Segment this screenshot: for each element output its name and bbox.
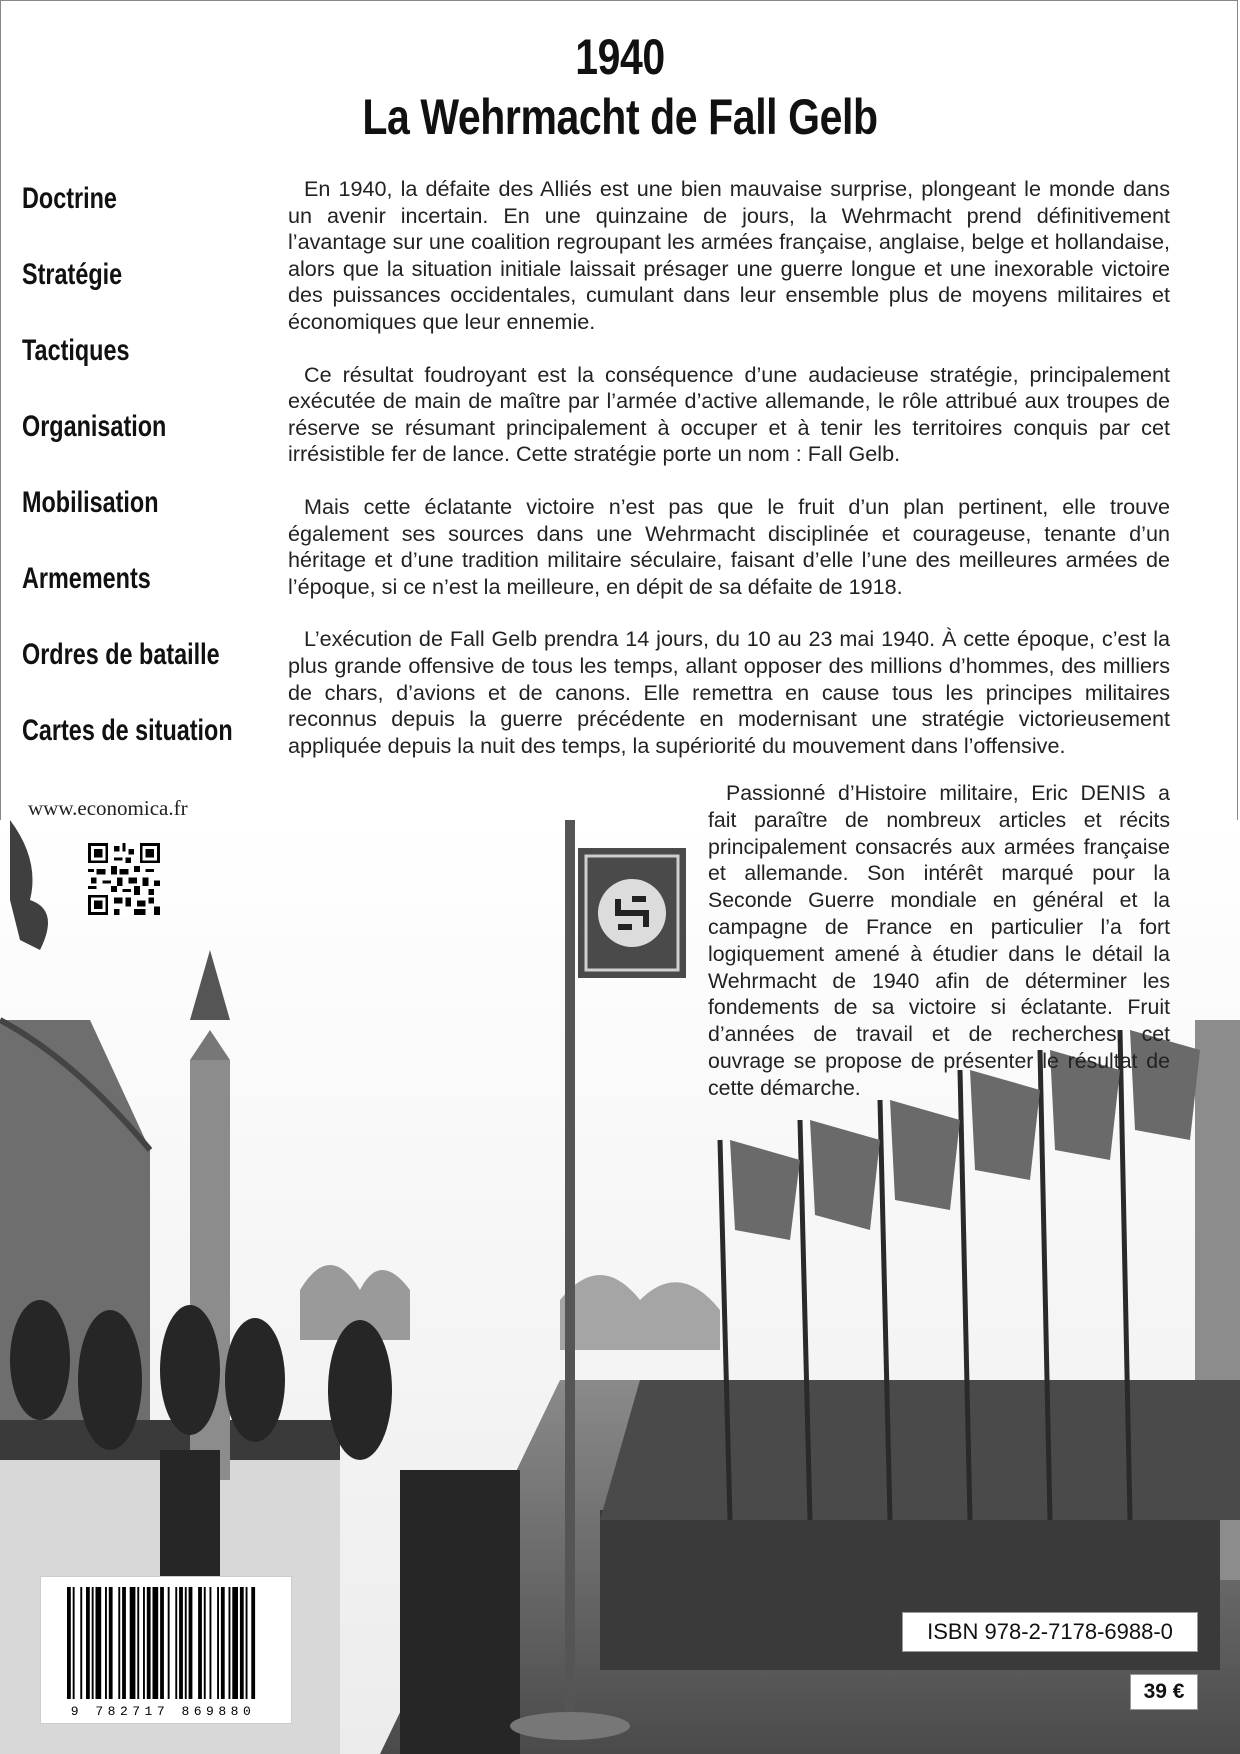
barcode-box [40, 1576, 292, 1724]
barcode-bar [86, 1587, 90, 1699]
body-paragraph: L’exécution de Fall Gelb prendra 14 jours, du 10 au 23 mai 1940. À cette époque, c’est la plus grande offensive de tous les temps, allant opposer des millions d’hommes, des milliers de chars, d’avions et de canons. Elle remettra en cause tous les principes militaires reconnus depuis la guerre précédente en modernisant une stratégie victorieusement appliquée depuis la nuit des temps, la supériorité du mouvement dans l’offensive. [288, 626, 1170, 758]
back-cover-text [288, 176, 1170, 785]
body-paragraph: Ce résultat foudroyant est la conséquence d’une audacieuse stratégie, principalement exécutée de main de maître par l’armée d’active allemande, le rôle attribué aux troupes de réserve se résumant principalement à occuper et à tenir les territoires conquis par cet irrésistible fer de lance. Cette stratégie porte un nom : Fall Gelb. [288, 361, 1170, 467]
barcode-bar [137, 1587, 139, 1699]
barcode-bar [80, 1587, 82, 1699]
barcode-bar [189, 1587, 193, 1699]
barcode-bar [217, 1587, 219, 1699]
barcode-bar [67, 1587, 71, 1699]
topic-armements: Armements [22, 562, 151, 595]
barcode-bar [109, 1587, 113, 1699]
barcode-bar [130, 1587, 136, 1699]
barcode-bar [210, 1587, 212, 1699]
qr-code [88, 843, 160, 915]
topic-tactiques: Tactiques [22, 334, 130, 367]
barcode-bar [175, 1587, 177, 1699]
price-label: 39 € [1130, 1674, 1198, 1710]
barcode-bar [92, 1587, 94, 1699]
barcode-bar [147, 1587, 151, 1699]
barcode-bar [204, 1587, 206, 1699]
body-paragraph: En 1940, la défaite des Alliés est une bien mauvaise surprise, plongeant le monde dans un avenir incertain. En une quinzaine de jours, la Wehrmacht prend définitivement l’avantage sur une coalition regroupant les armées française, anglaise, belge et hollandaise, alors que la situation initiale laissait présager une guerre longue et une inexorable victoire des puissances occidentales, cumulant dans leur ensemble plus de moyens militaires et économiques que leur ennemie. [288, 176, 1170, 334]
author-bio-text: Passionné d’Histoire militaire, Eric DENIS a fait paraître de nombreux articles et récits principalement consacrés aux armées française et allemande. Son intérêt marqué pour la Seconde Guerre mondiale en général et la campagne de France en particulier l’a fort logiquement amené à étudier dans le détail la Wehrmacht de 1940 afin de déterminer les fondements de sa victoire si éclatante. Fruit d’années de travail et de recherches, cet ouvrage se propose de présenter le résultat de cette démarche. [708, 781, 1170, 1100]
body-paragraph: Mais cette éclatante victoire n’est pas que le fruit d’un plan pertinent, elle trouve également ses sources dans une Wehrmacht disciplinée et courageuse, tenante d’un héritage et d’une tradition militaire séculaire, faisant d’elle l’une des meilleures armées de l’époque, si ce n’est la meilleure, en dépit de sa défaite de 1918. [288, 493, 1170, 599]
barcode-bar [179, 1587, 183, 1699]
topic-cartes-de-situation: Cartes de situation [22, 714, 233, 747]
barcode-digits: 9 782717 869880 [70, 1704, 256, 1719]
barcode-bar [105, 1587, 107, 1699]
barcode-bar [96, 1587, 102, 1699]
barcode-bar [221, 1587, 225, 1699]
barcode-bar [232, 1587, 238, 1699]
ean-barcode [41, 1577, 291, 1723]
barcode-bar [153, 1587, 159, 1699]
barcode-bar [185, 1587, 187, 1699]
topic-doctrine: Doctrine [22, 182, 117, 215]
barcode-bar [198, 1587, 202, 1699]
barcode-bar [73, 1587, 75, 1699]
barcode-bar [251, 1587, 255, 1699]
barcode-bar [168, 1587, 170, 1699]
barcode-bar [240, 1587, 244, 1699]
publisher-website: www.economica.fr [28, 796, 188, 820]
book-year-title: 1940 [575, 29, 665, 85]
barcode-bar [246, 1587, 248, 1699]
topic-strategie: Stratégie [22, 258, 123, 291]
book-title: La Wehrmacht de Fall Gelb [362, 89, 878, 145]
author-bio [708, 780, 1170, 1102]
barcode-bar [122, 1587, 126, 1699]
topic-mobilisation: Mobilisation [22, 486, 159, 519]
topic-ordres-de-bataille: Ordres de bataille [22, 638, 220, 671]
barcode-bar [160, 1587, 164, 1699]
barcode-bar [118, 1587, 120, 1699]
barcode-bar [143, 1587, 145, 1699]
isbn-label: ISBN 978-2-7178-6988-0 [902, 1612, 1198, 1652]
topic-organisation: Organisation [22, 410, 167, 443]
barcode-bar [229, 1587, 231, 1699]
